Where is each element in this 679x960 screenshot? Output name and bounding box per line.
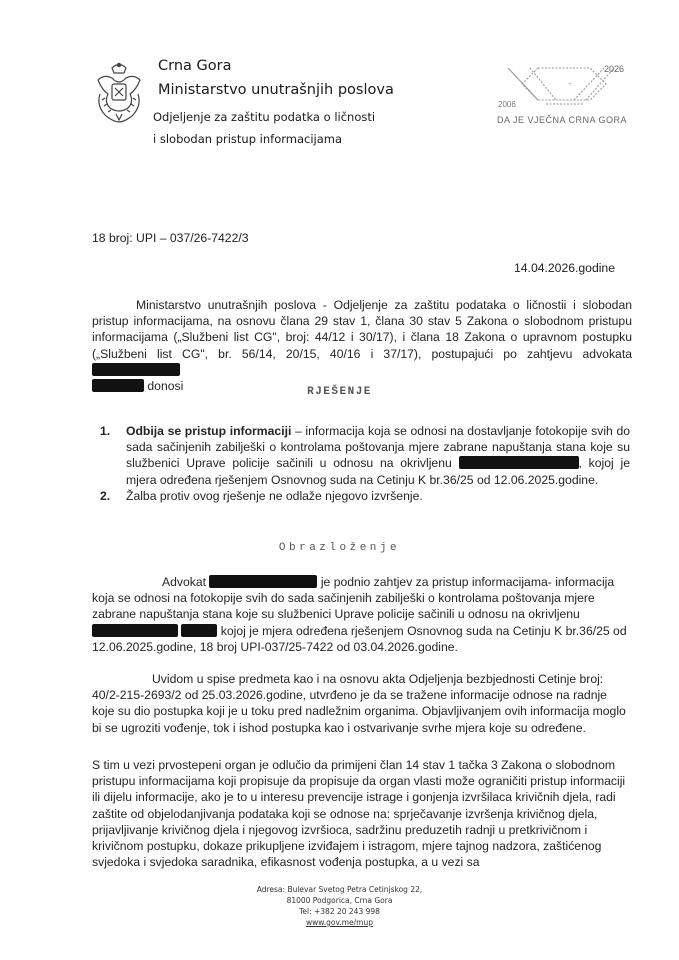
footer-phone: Tel: +382 20 243 998	[299, 907, 380, 916]
item-lead: Odbija se pristup informaciji	[126, 424, 292, 438]
decision-heading: RJEŠENJE	[307, 386, 372, 398]
footer-contact	[0, 884, 679, 928]
decision-list	[100, 423, 630, 504]
para1-mid: je podnio zahtjev za pristup informacijama- informacija koja se odnosi na fotokopije svih do sada sačinjenih zabilješki o kontrolama poštovanja mjere zabrane napuštanja stana koje su službenici Uprave policije sačinili u odnosu na okrivljenu	[92, 575, 615, 622]
redaction-block	[92, 363, 180, 376]
intro-paragraph	[92, 297, 632, 394]
item-text: – informacija koja se odnosi na dostavljanje fotokopije svih do sada sačinjenih zabilješki o kontrolama poštovanja mjere zabrane napuštanja stana koje su službenici Uprave policije sačinili u odnosu na okrivljenu	[126, 424, 631, 471]
reasoning-paragraph-3	[92, 757, 632, 870]
reference-number: 18 broj: UPI – 037/26-7422/3	[92, 231, 249, 245]
anniversary-year-start: 2006	[498, 100, 516, 109]
item-text-end: , kojoj je mjera određena rješenjem Osnovnog suda na Cetinju K br.36/25 od 12.06.2025.godine.	[126, 456, 630, 487]
svg-text:+: +	[568, 82, 572, 88]
country-name: Crna Gora	[158, 58, 232, 74]
item-number: 1.	[100, 424, 111, 438]
reasoning-heading: Obrazloženje	[278, 542, 401, 554]
redaction-block	[92, 624, 178, 637]
footer-address-line2: 81000 Podgorica, Crna Gora	[286, 896, 393, 905]
para1-end: kojoj je mjera određena rješenjem Osnovnog suda na Cetinju K br.36/25 od 12.06.2025.godine, 18 broj UPI-037/25-7422 od 03.04.2026.godine.	[92, 623, 627, 654]
para1-start: Advokat	[162, 575, 207, 589]
coat-of-arms-icon	[90, 60, 148, 126]
redaction-block	[459, 456, 579, 469]
reasoning-paragraph-1	[92, 574, 632, 655]
footer-address-line1: Adresa: Bulevar Svetog Petra Cetinjskog 22,	[256, 885, 423, 894]
item-text: Žalba protiv ovog rješenje ne odlaže njegovo izvršenje.	[126, 488, 423, 503]
ministry-name: Ministarstvo unutrašnjih poslova	[158, 82, 394, 98]
anniversary-year-end: 2026	[604, 64, 625, 74]
department-name-line2: i slobodan pristup informacijama	[153, 132, 343, 146]
intro-text: Ministarstvo unutrašnjih poslova - Odjeljenje za zaštitu podataka o ličnostii i slobodan pristup informacijama, na osnovu člana 29 stav 1, člana 30 stav 5 Zakona o slobodnom pristupu informacijama („Službeni list CG", broj: 44/12 i 30/17), i člana 18 Zakona o upravnom postupku („Službeni list CG", br. 56/14, 20/15, 40/16 i 37/17), postupajući po zahtjevu advokata	[92, 298, 632, 361]
decision-item-2	[100, 488, 630, 504]
para2-text: Uvidom u spise predmeta kao i na osnovu akta Odjeljenja bezbjednosti Cetinje broj: 40/2-215-2693/2 od 25.03.2026.godine, utvrđeno je da se tražene informacije odnose na radnje koje su dio postupka koji je u toku pred nadležnim organima. Objavljivanjem ovih informacija moglo bi se ugroziti vođenje, tok i ishod postupka kao i ostvarivanje svrhe mjera koje su određene.	[92, 672, 626, 735]
intro-text-end: donosi	[147, 379, 184, 394]
document-date: 14.04.2026.godine	[514, 261, 615, 275]
para3-text: S tim u vezi prvostepeni organ je odlučio da primijeni član 14 stav 1 tačka 3 Zakona o slobodnom pristupu informacijama koji propisuje da propisuje da organ vlasti može ograničiti pristup informaciji ili dijelu informacije, ako je to u interesu prevencije istrage i gonjenja izvršilaca krivičnih djela, radi zaštite od objelodanjivanja podataka koji se odnose na: sprječavanje izvršenja krivičnog djela, prijavljivanje krivičnog djela i njegovog izvršioca, sadržinu preduzetih radnji u pretkrivičnom i krivičnom postupku, dokaze prikupljene izviđajem i istragom, mjere tajnog nadzora, zaštićenog svjedoka i svjedoka saradnika, efikasnost vođenja postupka, a u vezi sa	[92, 758, 626, 870]
redaction-block	[209, 575, 317, 588]
department-name-line1: Odjeljenje za zaštitu podatka o ličnosti	[153, 110, 376, 124]
footer-website-link[interactable]: www.gov.me/mup	[306, 918, 373, 927]
redaction-block	[181, 624, 217, 637]
item-number: 2.	[100, 488, 111, 503]
reasoning-paragraph-2	[92, 671, 632, 736]
anniversary-slogan: DA JE VJEČNA CRNA GORA	[497, 115, 628, 125]
decision-item-1	[100, 423, 630, 488]
